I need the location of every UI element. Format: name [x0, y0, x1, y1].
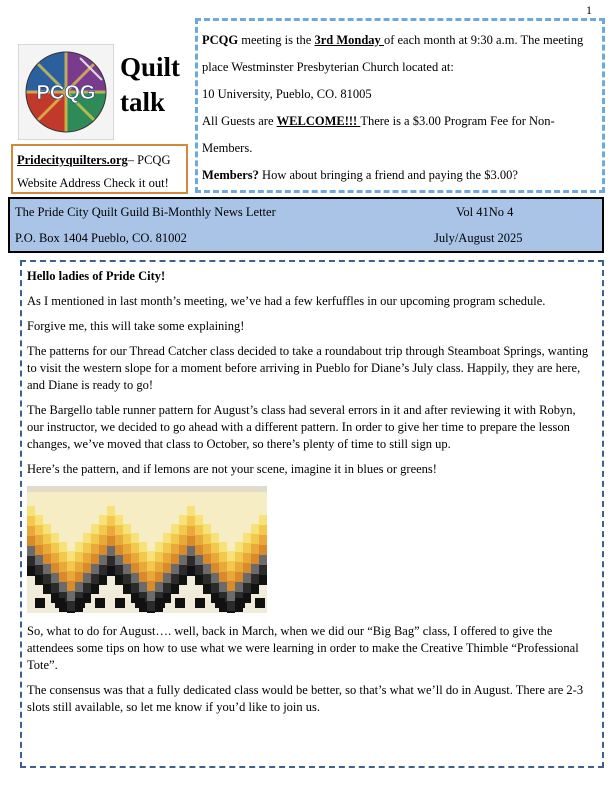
meeting-address: 10 University, Pueblo, CO. 81005 [202, 87, 372, 101]
quilt-background-strip [91, 492, 99, 524]
quilt-strip [243, 533, 251, 543]
quilt-strip [211, 563, 219, 573]
quilt-strip [251, 534, 259, 544]
quilt-strip [211, 573, 219, 583]
quilt-strip [219, 572, 227, 582]
quilt-background-strip [243, 492, 251, 533]
quilt-strip [67, 591, 75, 601]
quilt-strip [67, 551, 75, 561]
quilt-background-strip [163, 492, 171, 533]
quilt-strip [43, 554, 51, 564]
quilt-strip [83, 583, 91, 593]
quilt-strip [211, 553, 219, 563]
quilt-strip [147, 611, 155, 613]
quilt-strip [147, 601, 155, 611]
quilt-strip [243, 573, 251, 583]
quilt-background-strip [171, 492, 179, 524]
quilt-strip [243, 553, 251, 563]
quilt-strip [139, 552, 147, 562]
quilt-background-strip [67, 492, 75, 551]
quilt-strip [171, 584, 179, 594]
paragraph-2: Forgive me, this will take some explaining! [27, 319, 245, 333]
quilt-strip [195, 515, 203, 525]
quilt-strip [99, 535, 107, 545]
quilt-block [95, 598, 105, 608]
quilt-strip [83, 543, 91, 553]
quilt-strip [259, 565, 267, 575]
quilt-block [35, 598, 45, 608]
quilt-strip [171, 564, 179, 574]
quilt-strip [219, 542, 227, 552]
quilt-strip [171, 524, 179, 534]
quilt-strip [163, 553, 171, 563]
quilt-strip [67, 611, 75, 613]
quilt-strip [187, 536, 195, 546]
quilt-strip [219, 562, 227, 572]
quilt-strip [123, 534, 131, 544]
quilt-strip [139, 572, 147, 582]
quilt-strip [91, 524, 99, 534]
quilt-strip [43, 544, 51, 554]
bargello-quilt-image [27, 486, 267, 613]
quilt-strip [195, 545, 203, 555]
quilt-background-strip [195, 492, 203, 515]
quilt-background-strip [211, 492, 219, 533]
quilt-strip [43, 524, 51, 534]
quilt-strip [147, 551, 155, 561]
quilt-strip [203, 554, 211, 564]
quilt-strip [51, 553, 59, 563]
quilt-strip [179, 575, 187, 585]
quilt-background-strip [27, 492, 35, 506]
title-line-2: talk [120, 87, 166, 117]
po-box: P.O. Box 1404 Pueblo, CO. 81002 [15, 231, 187, 245]
quilt-strip [123, 554, 131, 564]
quilt-strip [59, 572, 67, 582]
quilt-strip [115, 515, 123, 525]
guest-info: All Guests are WELCOME!!! There is a $3.00 Program Fee for Non-Members. [202, 114, 555, 155]
quilt-strip [203, 574, 211, 584]
quilt-strip [75, 552, 83, 562]
quilt-strip [51, 583, 59, 593]
quilt-strip [43, 534, 51, 544]
quilt-strip [163, 573, 171, 583]
quilt-strip [51, 543, 59, 553]
quilt-strip [195, 525, 203, 535]
quilt-background-strip [259, 492, 267, 515]
quilt-strip [187, 566, 195, 576]
quilt-strip [179, 555, 187, 565]
quilt-strip [179, 525, 187, 535]
quilt-strip [227, 611, 235, 613]
quilt-strip [131, 583, 139, 593]
website-note: Website Address Check it out! [17, 176, 169, 190]
quilt-strip [179, 515, 187, 525]
quilt-strip [227, 571, 235, 581]
quilt-strip [91, 554, 99, 564]
quilt-background-strip [147, 492, 155, 551]
quilt-strip [59, 552, 67, 562]
paragraph-3: The patterns for our Thread Catcher class decided to take a roundabout trip through Steamboat Springs, wanting to visit the western slope for a moment before arriving in Pueblo for Diane’s July class. Happily, they are here, and Diane is ready to go! [27, 344, 589, 392]
volume-number: Vol 41No 4 [456, 205, 514, 219]
quilt-strip [259, 535, 267, 545]
quilt-strip [211, 543, 219, 553]
quilt-strip [235, 552, 243, 562]
quilt-strip [91, 544, 99, 554]
quilt-strip [67, 571, 75, 581]
quilt-strip [67, 581, 75, 591]
quilt-strip [163, 563, 171, 573]
quilt-strip [155, 572, 163, 582]
website-box [11, 144, 188, 194]
paragraph-6: So, what to do for August…. well, back in March, when we did our “Big Bag” class, I offered to give the attendees some tips on how to use what we were learning in order to make the Creative Thimble “Professional Tote”. [27, 624, 579, 672]
quilt-strip [203, 544, 211, 554]
quilt-strip [99, 565, 107, 575]
meeting-info-box [195, 18, 605, 193]
quilt-background-strip [83, 492, 91, 533]
quilt-strip [251, 564, 259, 574]
quilt-strip [243, 563, 251, 573]
quilt-strip [51, 573, 59, 583]
quilt-strip [155, 552, 163, 562]
quilt-strip [99, 525, 107, 535]
quilt-strip [115, 555, 123, 565]
quilt-strip [115, 535, 123, 545]
quilt-strip [171, 574, 179, 584]
quilt-strip [35, 565, 43, 575]
quilt-block [75, 598, 85, 608]
quilt-strip [51, 533, 59, 543]
quilt-strip [195, 575, 203, 585]
quilt-background-strip [251, 492, 259, 524]
quilt-block [175, 598, 185, 608]
paragraph-5: Here’s the pattern, and if lemons are not your scene, imagine it in blues or greens! [27, 462, 437, 476]
quilt-strip [203, 564, 211, 574]
quilt-strip [227, 601, 235, 611]
quilt-strip [35, 545, 43, 555]
quilt-strip [43, 574, 51, 584]
quilt-strip [123, 564, 131, 574]
quilt-strip [131, 543, 139, 553]
quilt-strip [171, 544, 179, 554]
page-number: 1 [586, 3, 592, 17]
quilt-strip [35, 555, 43, 565]
quilt-strip [187, 506, 195, 516]
quilt-strip [227, 591, 235, 601]
quilt-strip [195, 565, 203, 575]
members-info: Members? How about bringing a friend and paying the $3.00? [202, 168, 518, 182]
quilt-background-strip [235, 492, 243, 542]
quilt-strip [259, 555, 267, 565]
quilt-strip [27, 566, 35, 576]
quilt-strip [27, 536, 35, 546]
paragraph-1: As I mentioned in last month’s meeting, we’ve had a few kerfuffles in our upcoming program schedule. [27, 294, 546, 308]
quilt-strip [75, 582, 83, 592]
quilt-strip [219, 582, 227, 592]
quilt-strip [99, 545, 107, 555]
quilt-strip [195, 535, 203, 545]
quilt-block [255, 598, 265, 608]
logo-text: PCQG [36, 82, 96, 104]
website-link[interactable]: Pridecityquilters.org [17, 153, 128, 167]
quilt-strip [59, 542, 67, 552]
paragraph-7: The consensus was that a fully dedicated class would be better, so that’s what we’ll do in August. There are 2-3 slots still available, so let me know if you’d like to join us. [27, 683, 584, 714]
quilt-block [235, 598, 245, 608]
quilt-strip [27, 506, 35, 516]
quilt-strip [155, 582, 163, 592]
quilt-strip [235, 542, 243, 552]
quilt-strip [99, 575, 107, 585]
quilt-strip [107, 536, 115, 546]
paragraph-4: The Bargello table runner pattern for August’s class had several errors in it and after reviewing it with Robyn, our instructor, we decided to go ahead with a different pattern. In order to give her time to prepare the lesson changes, we’ve moved that class to October, so there’s plenty of time to still sign up. [27, 403, 576, 451]
quilt-strip [83, 533, 91, 543]
quilt-strip [75, 562, 83, 572]
quilt-strip [179, 535, 187, 545]
quilt-strip [27, 546, 35, 556]
quilt-strip [251, 574, 259, 584]
quilt-block [195, 598, 205, 608]
quilt-strip [235, 572, 243, 582]
quilt-background-strip [219, 492, 227, 542]
quilt-strip [131, 563, 139, 573]
quilt-strip [123, 524, 131, 534]
quilt-strip [227, 551, 235, 561]
quilt-background-strip [35, 492, 43, 515]
quilt-strip [187, 546, 195, 556]
quilt-strip [243, 543, 251, 553]
quilt-strip [163, 543, 171, 553]
quilt-block [155, 598, 165, 608]
quilt-strip [187, 526, 195, 536]
quilt-strip [147, 591, 155, 601]
quilt-strip [75, 572, 83, 582]
quilt-strip [43, 584, 51, 594]
quilt-strip [107, 526, 115, 536]
quilt-strip [179, 545, 187, 555]
quilt-strip [91, 534, 99, 544]
quilt-strip [35, 525, 43, 535]
quilt-strip [155, 542, 163, 552]
quilt-block [215, 598, 225, 608]
quilt-strip [227, 561, 235, 571]
quilt-strip [107, 516, 115, 526]
quilt-strip [115, 575, 123, 585]
quilt-strip [131, 553, 139, 563]
quilt-strip [139, 582, 147, 592]
quilt-background-strip [75, 492, 83, 542]
quilt-strip [75, 542, 83, 552]
quilt-background-strip [203, 492, 211, 524]
president-letter [20, 260, 604, 768]
quilt-strip [227, 581, 235, 591]
quilt-strip [259, 545, 267, 555]
quilt-strip [251, 554, 259, 564]
quilt-background-strip [115, 492, 123, 515]
quilt-background-strip [139, 492, 147, 542]
quilt-background-strip [155, 492, 163, 542]
quilt-strip [147, 561, 155, 571]
website-suffix: – PCQG [127, 153, 171, 167]
quilt-strip [115, 525, 123, 535]
quilt-strip [35, 515, 43, 525]
quilt-background-strip [187, 492, 195, 506]
quilt-strip [163, 533, 171, 543]
quilt-strip [163, 583, 171, 593]
quilt-block [115, 598, 125, 608]
quilt-strip [59, 582, 67, 592]
quilt-block [55, 598, 65, 608]
quilt-strip [155, 562, 163, 572]
quilt-strip [251, 544, 259, 554]
quilt-strip [59, 562, 67, 572]
quilt-strip [91, 584, 99, 594]
quilt-strip [107, 556, 115, 566]
quilt-strip [139, 562, 147, 572]
quilt-strip [99, 515, 107, 525]
quilt-strip [43, 564, 51, 574]
quilt-background-strip [131, 492, 139, 533]
quilt-strip [27, 526, 35, 536]
quilt-strip [147, 581, 155, 591]
quilt-background-strip [51, 492, 59, 533]
quilt-strip [187, 516, 195, 526]
quilt-strip [203, 524, 211, 534]
quilt-strip [195, 555, 203, 565]
quilt-strip [243, 583, 251, 593]
quilt-strip [251, 524, 259, 534]
quilt-background-strip [107, 492, 115, 506]
quilt-strip [107, 546, 115, 556]
quilt-strip [259, 525, 267, 535]
quilt-strip [107, 506, 115, 516]
newsletter-header-bar [8, 197, 604, 253]
quilt-background-strip [59, 492, 67, 542]
greeting: Hello ladies of Pride City! [27, 269, 166, 283]
quilt-strip [203, 584, 211, 594]
quilt-strip [91, 564, 99, 574]
issue-date: July/August 2025 [434, 231, 523, 245]
quilt-strip [83, 573, 91, 583]
quilt-strip [67, 561, 75, 571]
quilt-strip [51, 563, 59, 573]
quilt-strip [91, 574, 99, 584]
quilt-background-strip [43, 492, 51, 524]
quilt-strip [27, 556, 35, 566]
quilt-background-strip [227, 492, 235, 551]
quilt-strip [123, 584, 131, 594]
quilt-block [135, 598, 145, 608]
quilt-strip [83, 553, 91, 563]
quilt-strip [171, 534, 179, 544]
quilt-strip [171, 554, 179, 564]
quilt-strip [131, 533, 139, 543]
quilt-strip [235, 582, 243, 592]
quilt-strip [35, 575, 43, 585]
quilt-strip [219, 552, 227, 562]
pcqg-logo [18, 44, 114, 140]
quilt-strip [235, 562, 243, 572]
quilt-strip [67, 601, 75, 611]
quilt-strip [211, 583, 219, 593]
quilt-strip [123, 574, 131, 584]
quilt-strip [211, 533, 219, 543]
quilt-strip [115, 565, 123, 575]
quilt-strip [83, 563, 91, 573]
title-line-1: Quilt [120, 52, 181, 82]
quilt-strip [187, 556, 195, 566]
newsletter-title [120, 50, 200, 120]
quilt-strip [131, 573, 139, 583]
newsletter-name: The Pride City Quilt Guild Bi-Monthly News Letter [15, 205, 276, 219]
quilt-strip [259, 515, 267, 525]
quilt-strip [259, 575, 267, 585]
quilt-background-strip [99, 492, 107, 515]
quilt-strip [251, 584, 259, 594]
meeting-schedule: PCQG meeting is the 3rd Monday of each month at 9:30 a.m. The meeting place Westminster Presbyterian Church located at: [202, 33, 584, 74]
quilt-strip [115, 545, 123, 555]
quilt-strip [203, 534, 211, 544]
quilt-strip [123, 544, 131, 554]
quilt-strip [99, 555, 107, 565]
quilt-strip [27, 516, 35, 526]
quilt-background-strip [123, 492, 131, 524]
quilt-strip [139, 542, 147, 552]
quilt-background-strip [179, 492, 187, 515]
quilt-strip [107, 566, 115, 576]
quilt-strip [35, 535, 43, 545]
quilt-strip [147, 571, 155, 581]
quilt-strip [179, 565, 187, 575]
